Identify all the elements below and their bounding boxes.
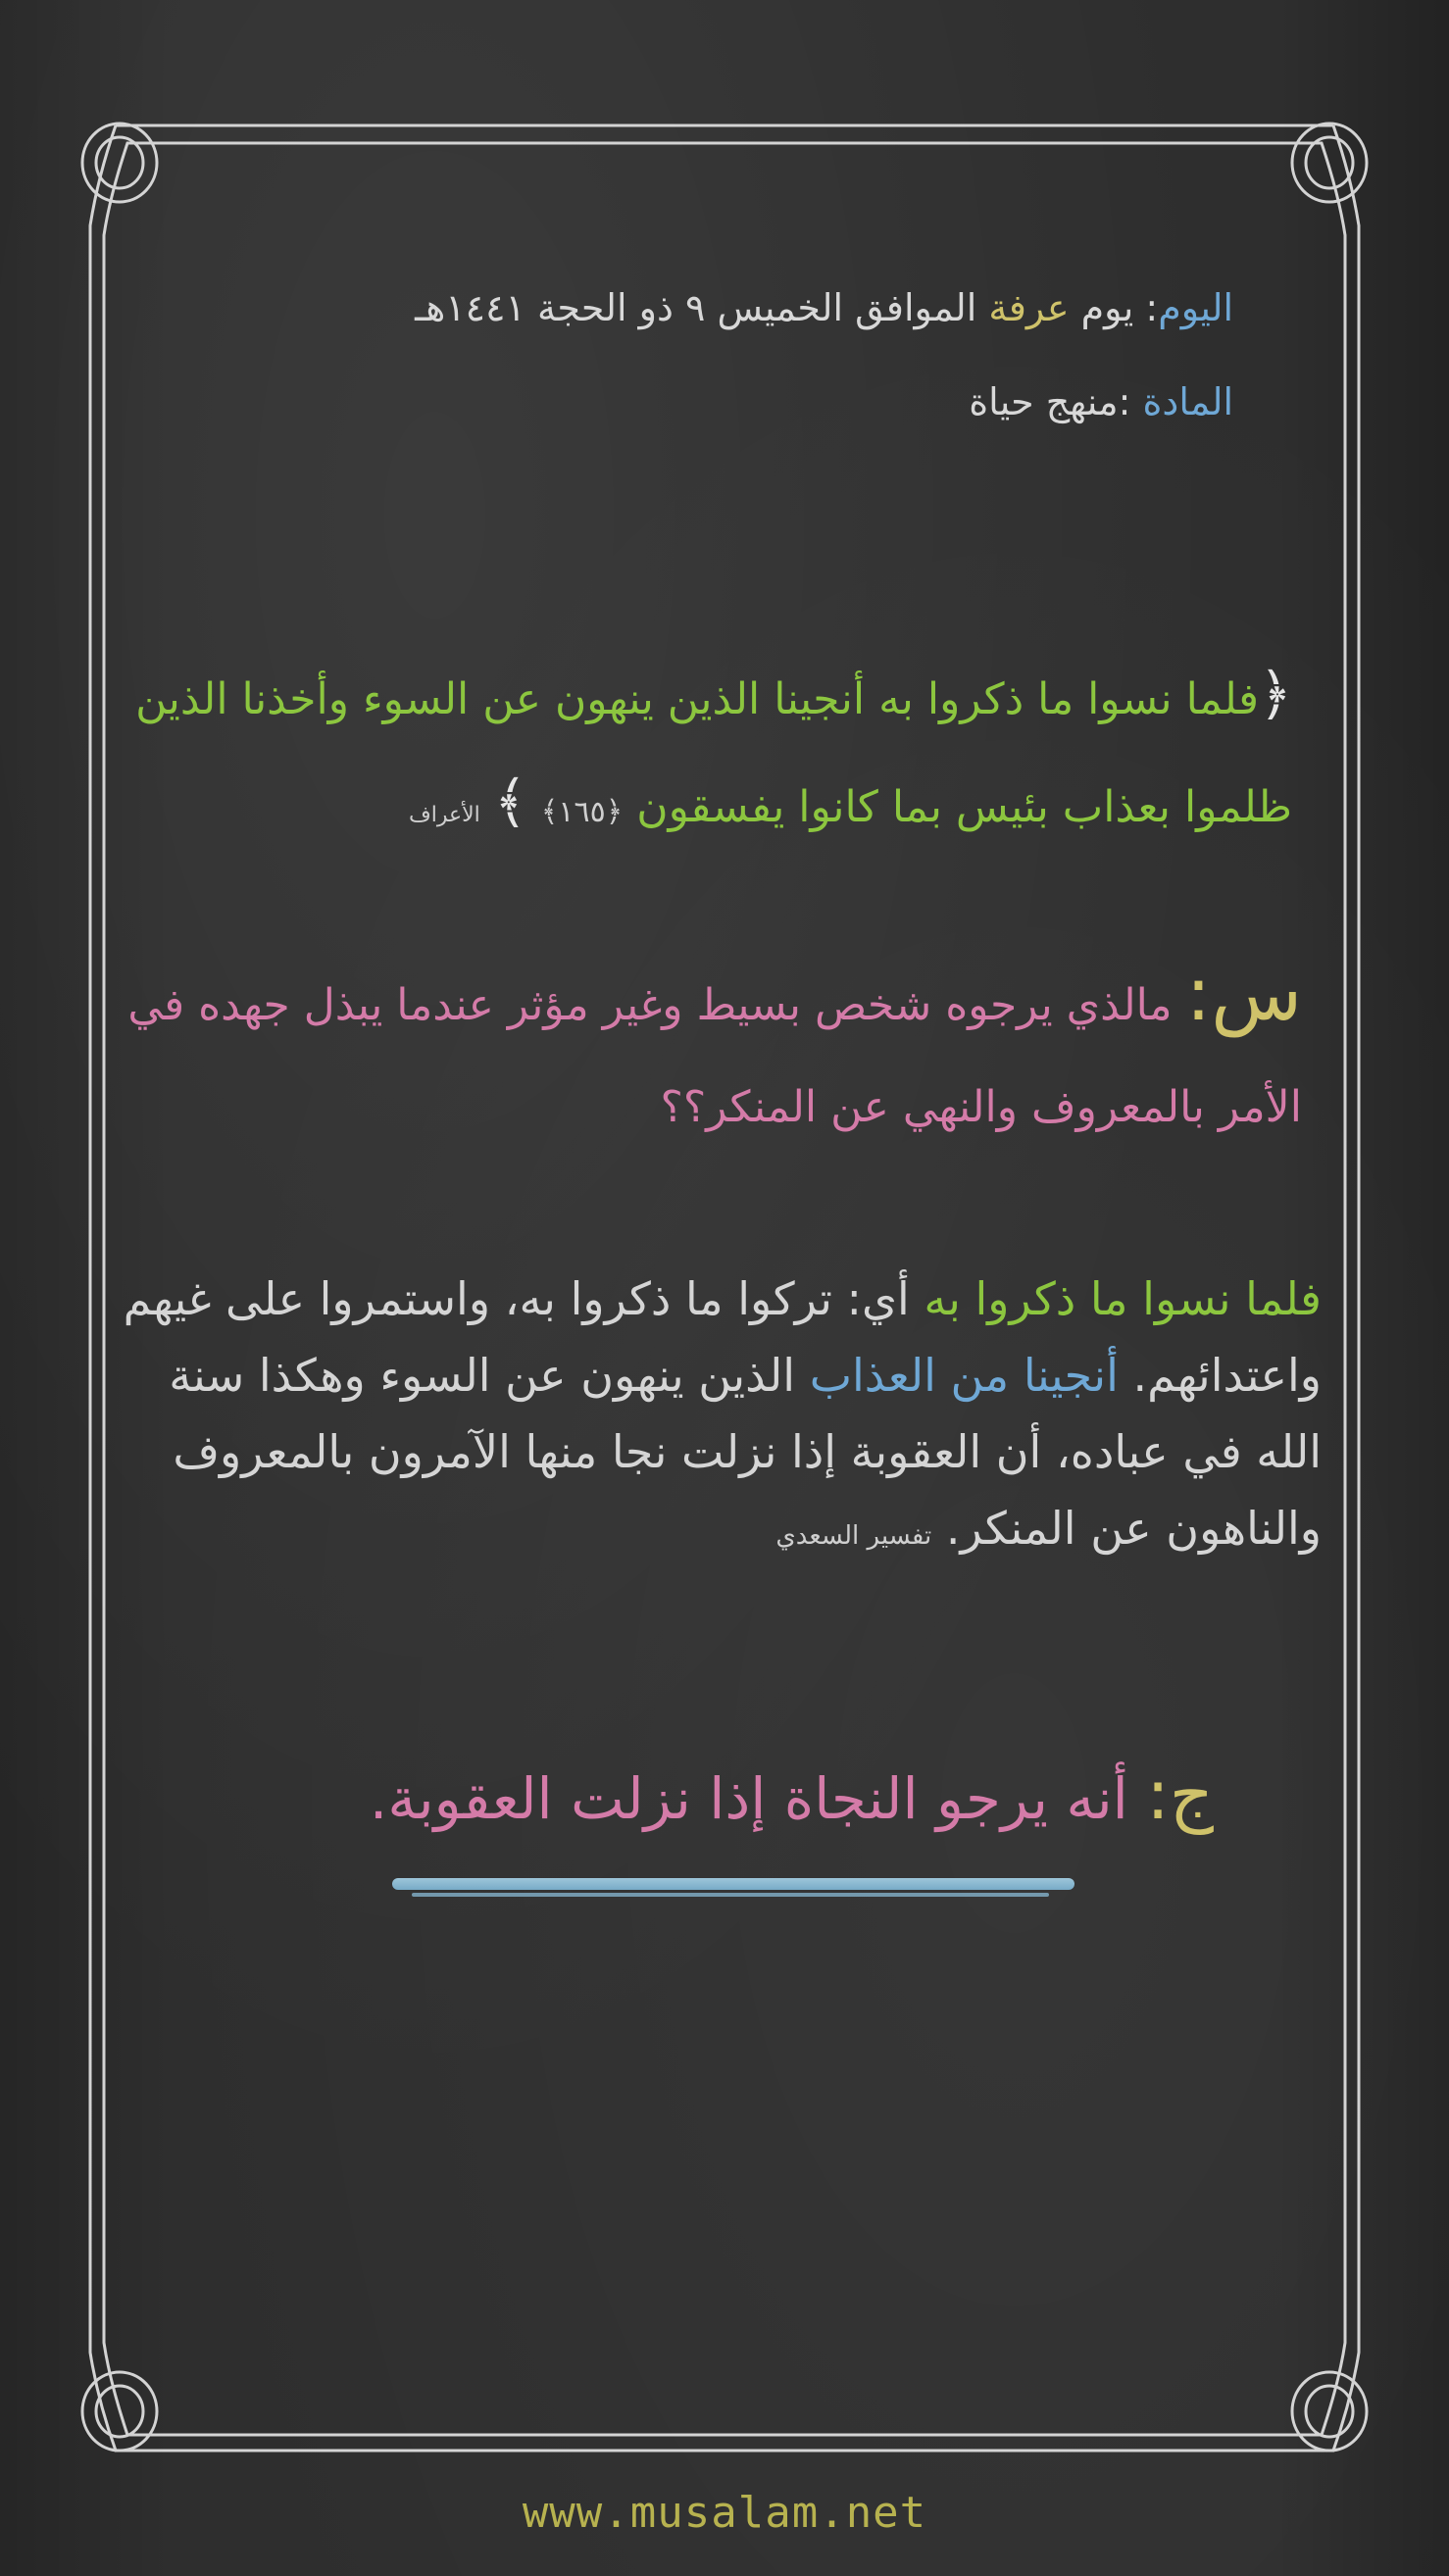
subject-label: المادة	[1142, 380, 1233, 423]
tafsir-block	[116, 1261, 1322, 1574]
answer-underline	[392, 1878, 1074, 1890]
answer-underline-stroke	[412, 1893, 1049, 1897]
question-mark-label: س:	[1185, 950, 1302, 1037]
day-details: الموافق الخميس ٩ ذو الحجة ١٤٤١هـ	[415, 286, 989, 329]
verse-text: فلما نسوا ما ذكروا به أنجينا الذين ينهون عن السوء وأخذنا الذين ظلموا بعذاب بئيس بما كانوا يفسقون	[135, 674, 1292, 832]
day-label: اليوم	[1158, 286, 1233, 329]
website-link[interactable]: www.musalam.net	[522, 2488, 927, 2538]
tafsir-explanation-2: الذين ينهون عن السوء وهكذا سنة الله في عباده، أن العقوبة إذا نزلت نجا منها الآمرون بالمعروف والناهون عن المنكر.	[169, 1349, 1322, 1555]
quran-verse	[116, 643, 1292, 867]
answer-text: أنه يرجو النجاة إذا نزلت العقوبة.	[369, 1765, 1147, 1832]
verse-open-brace: ﴿	[1259, 661, 1292, 727]
answer-line	[370, 1755, 1214, 1835]
day-separator: : يوم	[1069, 286, 1159, 329]
day-highlight: عرفة	[988, 286, 1070, 329]
tafsir-verse-quote-2: أنجينا من العذاب	[809, 1349, 1119, 1402]
verse-close-brace: ﴾	[493, 768, 527, 835]
subject-line	[969, 380, 1233, 423]
answer-mark-label: ج:	[1146, 1755, 1214, 1835]
date-line	[415, 286, 1233, 329]
subject-name: :منهج حياة	[969, 380, 1143, 423]
question-text: مالذي يرجوه شخص بسيط وغير مؤثر عندما يبذل جهده في الأمر بالمعروف والنهي عن المنكر؟؟	[127, 980, 1302, 1132]
tafsir-source: تفسير السعدي	[775, 1521, 932, 1551]
question-block	[125, 943, 1302, 1159]
tafsir-explanation-1: أي: تركوا ما ذكروا به، واستمروا على غيهم واعتدائهم.	[123, 1272, 1322, 1402]
surah-name: الأعراف	[408, 803, 480, 827]
verse-number: ﴿١٦٥﴾	[540, 795, 624, 829]
tafsir-verse-quote: فلما نسوا ما ذكروا به	[924, 1272, 1322, 1325]
